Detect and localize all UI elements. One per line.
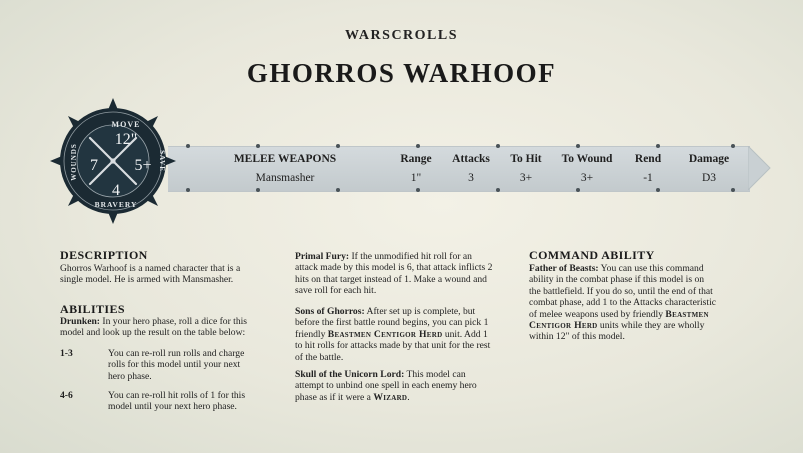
ability-text: After set up is complete, but bbox=[364, 306, 476, 317]
abilities-title: ABILITIES bbox=[60, 302, 125, 316]
ability-text: the battlefield. If you do so, until the end of that bbox=[529, 285, 713, 297]
weapon-damage: D3 bbox=[701, 172, 717, 184]
page-title: GHORROS WARHOOF bbox=[246, 58, 557, 88]
ability-text: phase as if it were a bbox=[295, 391, 374, 403]
roll-result bbox=[108, 390, 288, 413]
keyword-beastmen: Beastmen bbox=[665, 308, 709, 320]
bravery-value: 4 bbox=[112, 182, 120, 199]
ability-text: of melee weapons used by friendly bbox=[529, 308, 666, 320]
ability-drunken bbox=[60, 316, 280, 339]
ability-text: before the first battle round begins, you can pick 1 bbox=[295, 317, 489, 329]
roll-range: 4-6 bbox=[60, 390, 73, 401]
move-label: MOVE bbox=[111, 120, 141, 129]
keyword-beastmen-centigor-herd: Beastmen Centigor Herd bbox=[327, 328, 443, 340]
save-value: 5+ bbox=[134, 157, 152, 174]
roll-result-line: You can re-roll hit rolls of 1 for this bbox=[108, 390, 246, 401]
weapon-range: 1" bbox=[410, 172, 422, 184]
ability-text: of the battle. bbox=[295, 351, 344, 363]
ability-text: units while they are wholly bbox=[597, 320, 705, 332]
weapon-attacks: 3 bbox=[468, 172, 474, 184]
header-melee-weapons: MELEE WEAPONS bbox=[233, 153, 337, 165]
ability-drunken-name: Drunken: bbox=[60, 316, 100, 327]
roll-result-line: model until your next hero phase. bbox=[108, 401, 237, 413]
ability-text: to hit rolls for attacks made by that unit for the rest bbox=[295, 340, 491, 352]
roll-result bbox=[108, 348, 288, 382]
header-to-wound: To Wound bbox=[561, 153, 613, 165]
ability-skull-of-unicorn-lord bbox=[295, 369, 520, 403]
weapon-rend: -1 bbox=[643, 172, 653, 184]
move-value: 12" bbox=[114, 131, 138, 148]
ability-text: within 12" of this model. bbox=[529, 331, 625, 343]
ability-text: attempt to unbind one spell in each enemy hero bbox=[295, 380, 477, 392]
description-title: DESCRIPTION bbox=[60, 248, 148, 262]
bar-rivets-decoration bbox=[168, 140, 750, 196]
keyword-wizard: Wizard bbox=[373, 391, 408, 403]
header-rend: Rend bbox=[634, 153, 662, 165]
ability-text: save roll for each hit. bbox=[295, 285, 377, 297]
ability-skull-name: Skull of the Unicorn Lord: bbox=[295, 369, 405, 380]
ability-text: . bbox=[407, 391, 410, 403]
description-line: single model. He is armed with Mansmasher. bbox=[60, 274, 234, 286]
ability-sons-of-ghorros bbox=[295, 306, 520, 363]
keyword-centigor-herd: Centigor Herd bbox=[529, 320, 598, 332]
weapon-to-wound: 3+ bbox=[580, 172, 594, 184]
ability-text: If the unmodified hit roll for an bbox=[349, 251, 472, 262]
ability-text: ability in the combat phase if this model is on bbox=[529, 274, 705, 286]
bravery-label: BRAVERY bbox=[94, 200, 138, 209]
ability-drunken-text: In your hero phase, roll a dice for this bbox=[99, 316, 248, 327]
bar-spike-decoration bbox=[748, 146, 772, 190]
command-ability-father-of-beasts bbox=[529, 263, 769, 343]
ability-text: attack made by this model is 6, that attack inflicts 2 bbox=[295, 262, 493, 274]
roll-range: 1-3 bbox=[60, 348, 73, 359]
save-label: SAVE bbox=[158, 150, 166, 172]
ability-primal-fury-name: Primal Fury: bbox=[295, 251, 350, 262]
header-range: Range bbox=[400, 153, 432, 165]
header-attacks: Attacks bbox=[452, 153, 490, 165]
ability-drunken-text: model and look up the result on the table below: bbox=[60, 327, 246, 339]
roll-result-line: rolls for this model until your next bbox=[108, 359, 241, 371]
roll-result-line: You can re-roll run rolls and charge bbox=[108, 348, 245, 359]
ability-text: You can use this command bbox=[598, 263, 704, 274]
weapon-name: Mansmasher bbox=[255, 172, 315, 184]
description-text bbox=[60, 263, 280, 286]
ability-text: combat phase, add 1 to the Attacks characteristic bbox=[529, 297, 717, 309]
ability-text: This model can bbox=[404, 369, 466, 380]
header-to-hit: To Hit bbox=[510, 153, 542, 165]
ability-sons-name: Sons of Ghorros: bbox=[295, 306, 365, 317]
header-damage: Damage bbox=[688, 153, 730, 165]
wounds-label: WOUNDS bbox=[70, 143, 78, 181]
command-ability-name: Father of Beasts: bbox=[529, 263, 599, 274]
roll-result-line: hero phase. bbox=[108, 370, 152, 382]
command-ability-title: COMMAND ABILITY bbox=[529, 248, 655, 262]
ability-text: unit. Add 1 bbox=[442, 328, 488, 340]
wounds-value: 7 bbox=[90, 157, 98, 174]
ability-primal-fury bbox=[295, 251, 520, 297]
ability-text: hits on that target instead of 1. Make a wound and bbox=[295, 273, 487, 285]
weapon-to-hit: 3+ bbox=[519, 172, 533, 184]
warscroll-kicker: WARSCROLLS bbox=[344, 28, 459, 43]
description-line: Ghorros Warhoof is a named character that is a bbox=[60, 263, 241, 274]
ability-text: friendly bbox=[295, 328, 328, 340]
